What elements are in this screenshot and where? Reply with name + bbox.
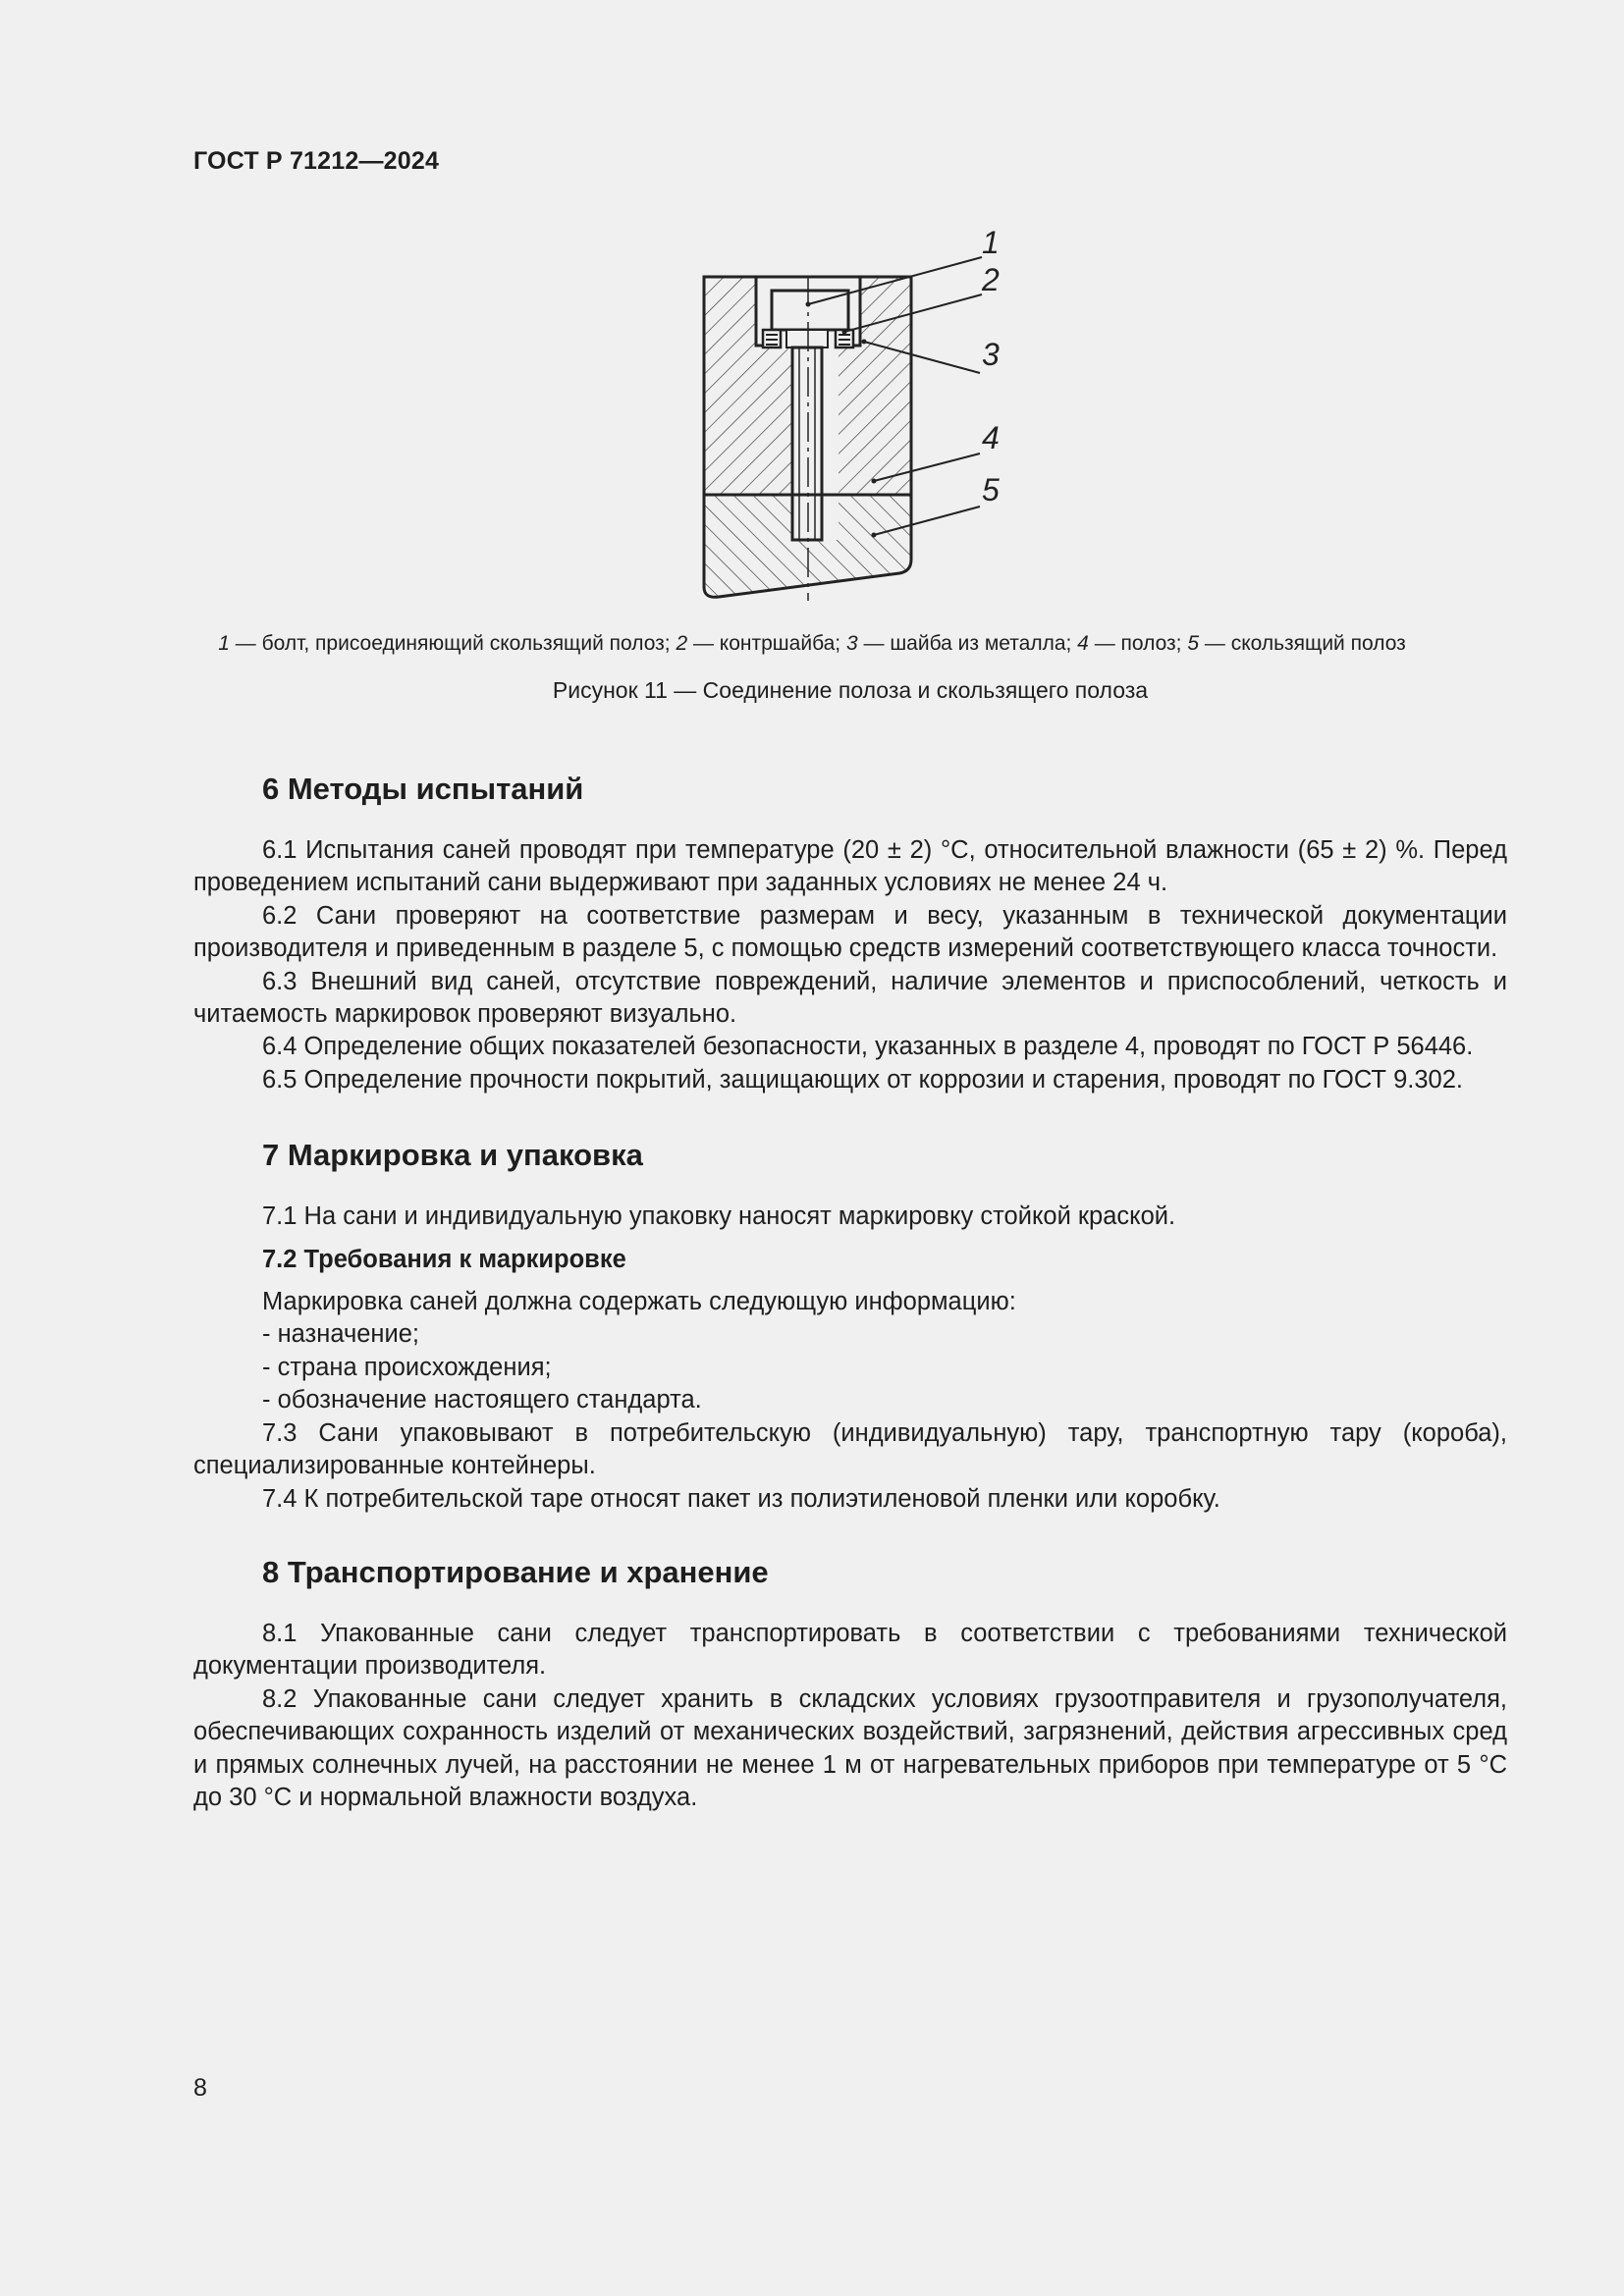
list-item: - обозначение настоящего стандарта. — [262, 1386, 702, 1415]
para-6-5: 6.5 Определение прочности покрытий, защищающих от коррозии и старения, проводят по ГОСТ 9.302. — [262, 1065, 1463, 1094]
para-7-2-intro: Маркировка саней должна содержать следующую информацию: — [262, 1288, 1016, 1316]
callout-1: 1 — [982, 225, 1000, 260]
para-7-1: 7.1 На сани и индивидуальную упаковку наносят маркировку стойкой краской. — [262, 1202, 1176, 1231]
callout-5: 5 — [982, 472, 1000, 507]
legend-text-2: — контршайба; — [687, 632, 846, 655]
legend-num-5: 5 — [1187, 632, 1200, 655]
document-header: ГОСТ Р 71212—2024 — [193, 147, 440, 175]
para-6-3: 6.3 Внешний вид саней, отсутствие повреждений, наличие элементов и приспособлений, четкость и читаемость маркировок проверяют визуально. — [193, 967, 1507, 1029]
document-body — [193, 770, 1507, 1814]
para-7-4: 7.4 К потребительской таре относят пакет из полиэтиленовой пленки или коробку. — [262, 1484, 1220, 1513]
legend-text-1: — болт, присоединяющий скользящий полоз; — [229, 632, 677, 655]
subsection-7-2-title: 7.2 Требования к маркировке — [262, 1245, 626, 1273]
para-7-3: 7.3 Сани упаковывают в потребительскую (индивидуальную) тару, транспортную тару (короба), специализированные контейнеры. — [193, 1418, 1507, 1480]
para-6-1: 6.1 Испытания саней проводят при температуре (20 ± 2) °С, относительной влажности (65 ± 2) %. Перед проведением испытаний сани выдерживают при заданных условиях не менее 24 ч. — [193, 836, 1507, 897]
callout-4: 4 — [982, 420, 1000, 455]
legend-num-3: 3 — [845, 632, 858, 655]
para-6-4: 6.4 Определение общих показателей безопасности, указанных в разделе 4, проводят по ГОСТ Р 56446. — [262, 1033, 1474, 1061]
callout-3: 3 — [982, 337, 1000, 372]
legend-text-3: — шайба из металла; — [857, 632, 1078, 655]
callout-2: 2 — [982, 262, 1000, 297]
para-8-1: 8.1 Упакованные сани следует транспортировать в соответствии с требованиями технической документации производителя. — [193, 1619, 1507, 1681]
legend-text-4: — полоз; — [1088, 632, 1188, 655]
legend-num-4: 4 — [1077, 632, 1089, 655]
page-number: 8 — [193, 2074, 207, 2102]
figure-caption: Рисунок 11 — Соединение полоза и скользящего полоза — [552, 677, 1149, 703]
section-8-title: 8 Транспортирование и хранение — [262, 1554, 769, 1589]
para-6-2: 6.2 Сани проверяют на соответствие размерам и весу, указанным в технической документации производителя и приведенным в разделе 5, с помощью средств измерений соответствующего класса точности. — [193, 901, 1507, 963]
section-7-title: 7 Маркировка и упаковка — [262, 1138, 643, 1173]
figure-11-drawing — [668, 216, 1021, 609]
section-6-title: 6 Методы испытаний — [262, 772, 584, 806]
list-item: - назначение; — [262, 1320, 420, 1349]
list-item: - страна происхождения; — [262, 1353, 552, 1381]
legend-text-5: — скользящий полоз — [1199, 632, 1406, 655]
figure-legend — [0, 632, 1624, 656]
para-8-2: 8.2 Упакованные сани следует хранить в складских условиях грузоотправителя и грузополучателя, обеспечивающих сохранность изделий от механических воздействий, загрязнений, действия агрессивных сред и прямых солнечных лучей, на расстоянии не менее 1 м от нагревательных приборов при температуре от 5 °С до 30 °С и нормальной влажности воздуха. — [193, 1684, 1507, 1811]
legend-num-1: 1 — [218, 632, 230, 655]
legend-num-2: 2 — [676, 632, 688, 655]
